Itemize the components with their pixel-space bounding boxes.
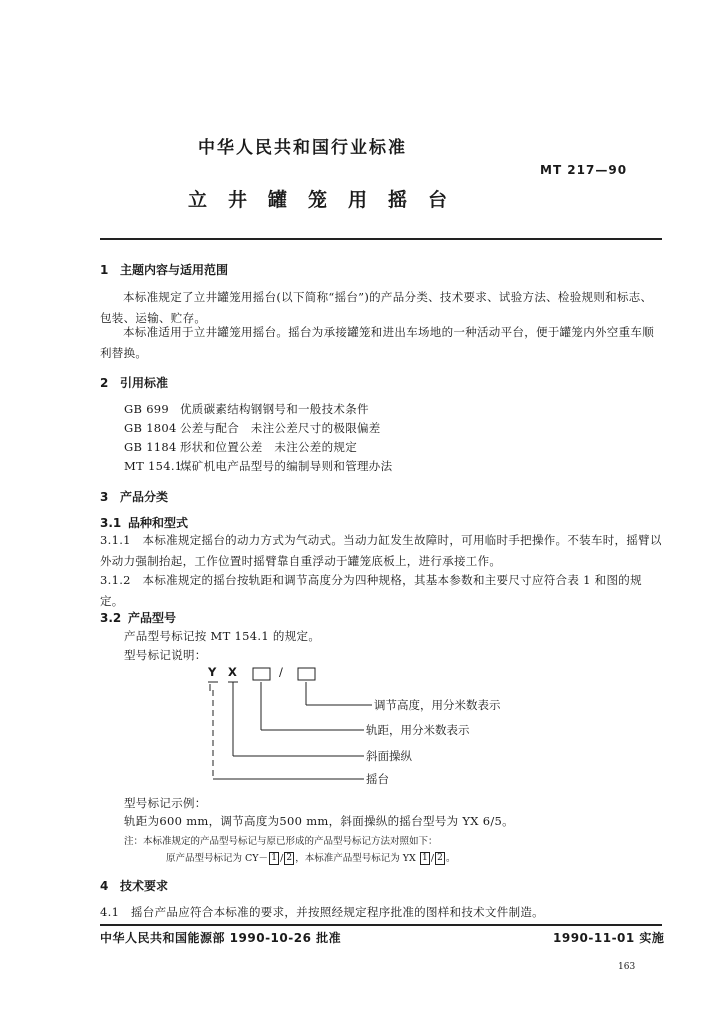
reference-item <box>124 420 381 436</box>
section-1-number: 1 <box>100 263 109 277</box>
note-box: 1 <box>420 852 430 865</box>
model-slash: / <box>279 665 283 679</box>
reference-code: GB 1804 <box>124 421 177 435</box>
section-1-title: 主题内容与适用范围 <box>120 263 229 277</box>
label-track-gauge: 轨距，用分米数表示 <box>366 723 470 737</box>
section-3-1-title: 品种和型式 <box>128 516 189 530</box>
reference-title: 形状和位置公差 未注公差的规定 <box>180 440 357 454</box>
reference-code: GB 1184 <box>124 440 177 454</box>
section-1-heading <box>100 261 228 278</box>
header-rule <box>100 238 662 240</box>
section-4-title: 技术要求 <box>120 879 169 893</box>
note-line-1: 注：本标准规定的产品型号标记与原已形成的产品型号标记方法对照如下： <box>124 836 438 847</box>
reference-item <box>124 439 357 455</box>
reference-title: 煤矿机电产品型号的编制导则和管理办法 <box>180 459 393 473</box>
document-title: 立井罐笼用摇台 <box>188 189 469 211</box>
note-box: 1 <box>269 852 279 865</box>
reference-item <box>124 401 369 417</box>
note-new-designation: ，本标准产品型号标记为 YX <box>295 853 419 864</box>
section-3-1-heading <box>100 514 188 531</box>
note-end: 。 <box>446 853 456 864</box>
standard-title: 中华人民共和国行业标准 <box>198 138 407 158</box>
section-3-2-paragraph-2: 型号标记说明： <box>124 648 207 662</box>
example-text: 轨距为600 mm，调节高度为500 mm，斜面操纵的摇台型号为 YX 6/5。 <box>124 814 514 828</box>
reference-item <box>124 458 392 474</box>
placeholder-box-2 <box>298 668 315 680</box>
section-3-2-paragraph-1: 产品型号标记按 MT 154.1 的规定。 <box>124 629 321 643</box>
section-3-heading <box>100 488 168 505</box>
model-designation-diagram <box>200 662 520 792</box>
footer-rule <box>100 924 662 926</box>
note-box: 2 <box>284 852 294 865</box>
page-number: 163 <box>618 962 636 972</box>
section-3-2-title: 产品型号 <box>128 611 177 625</box>
section-3-1-number: 3.1 <box>100 516 122 530</box>
reference-code: GB 699 <box>124 402 170 416</box>
section-2-number: 2 <box>100 376 109 390</box>
reference-title: 优质碳素结构钢钢号和一般技术条件 <box>180 402 369 416</box>
standard-code: MT 217—90 <box>540 163 628 177</box>
effective-date: 1990-11-01 实施 <box>553 931 665 945</box>
section-4-heading <box>100 877 168 894</box>
section-3-number: 3 <box>100 490 109 504</box>
section-3-2-heading <box>100 609 176 626</box>
section-2-heading <box>100 374 168 391</box>
reference-code: MT 154.1 <box>124 459 183 473</box>
note-box: 2 <box>435 852 445 865</box>
section-1-paragraph-2: 本标准适用于立井罐笼用摇台。摇台为承接罐笼和进出车场地的一种活动平台，便于罐笼内外空重车顺利替换。 <box>100 325 654 360</box>
label-incline-operation: 斜面操纵 <box>366 749 412 763</box>
section-2-title: 引用标准 <box>120 376 169 390</box>
section-3-title: 产品分类 <box>120 490 169 504</box>
approval-line: 中华人民共和国能源部 1990-10-26 批准 <box>100 931 342 945</box>
note-old-designation: 原产品型号标记为 CY－ <box>166 853 269 864</box>
section-4-number: 4 <box>100 879 109 893</box>
section-3-1-1-text: 3.1.1 本标准规定摇台的动力方式为气动式。当动力缸发生故障时，可用临时手把操作。不装车时，摇臂以外动力强制抬起，工作位置时摇臂靠自重浮动于罐笼底板上，进行承接工作。 <box>100 533 662 568</box>
label-platform: 摇台 <box>366 772 389 786</box>
model-letter-x: X <box>228 665 237 679</box>
model-letter-y: Y <box>208 665 217 679</box>
section-1-paragraph-1: 本标准规定了立井罐笼用摇台(以下简称“摇台”)的产品分类、技术要求、试验方法、检验规则和标志、包装、运输、贮存。 <box>100 290 653 325</box>
diagram-lines <box>200 662 520 792</box>
example-label: 型号标记示例： <box>124 796 207 810</box>
section-3-2-number: 3.2 <box>100 611 122 625</box>
section-3-1-2-text: 3.1.2 本标准规定的摇台按轨距和调节高度分为四种规格，其基本参数和主要尺寸应符合表 1 和图的规定。 <box>100 573 642 608</box>
placeholder-box-1 <box>253 668 270 680</box>
note-line-2: 原产品型号标记为 CY－ 1 / 2 ，本标准产品型号标记为 YX 1 / 2 。 <box>166 853 456 864</box>
reference-title: 公差与配合 未注公差尺寸的极限偏差 <box>180 421 381 435</box>
section-4-1-text: 4.1 摇台产品应符合本标准的要求，并按照经规定程序批准的图样和技术文件制造。 <box>100 905 544 919</box>
label-adjust-height: 调节高度，用分米数表示 <box>374 698 501 712</box>
